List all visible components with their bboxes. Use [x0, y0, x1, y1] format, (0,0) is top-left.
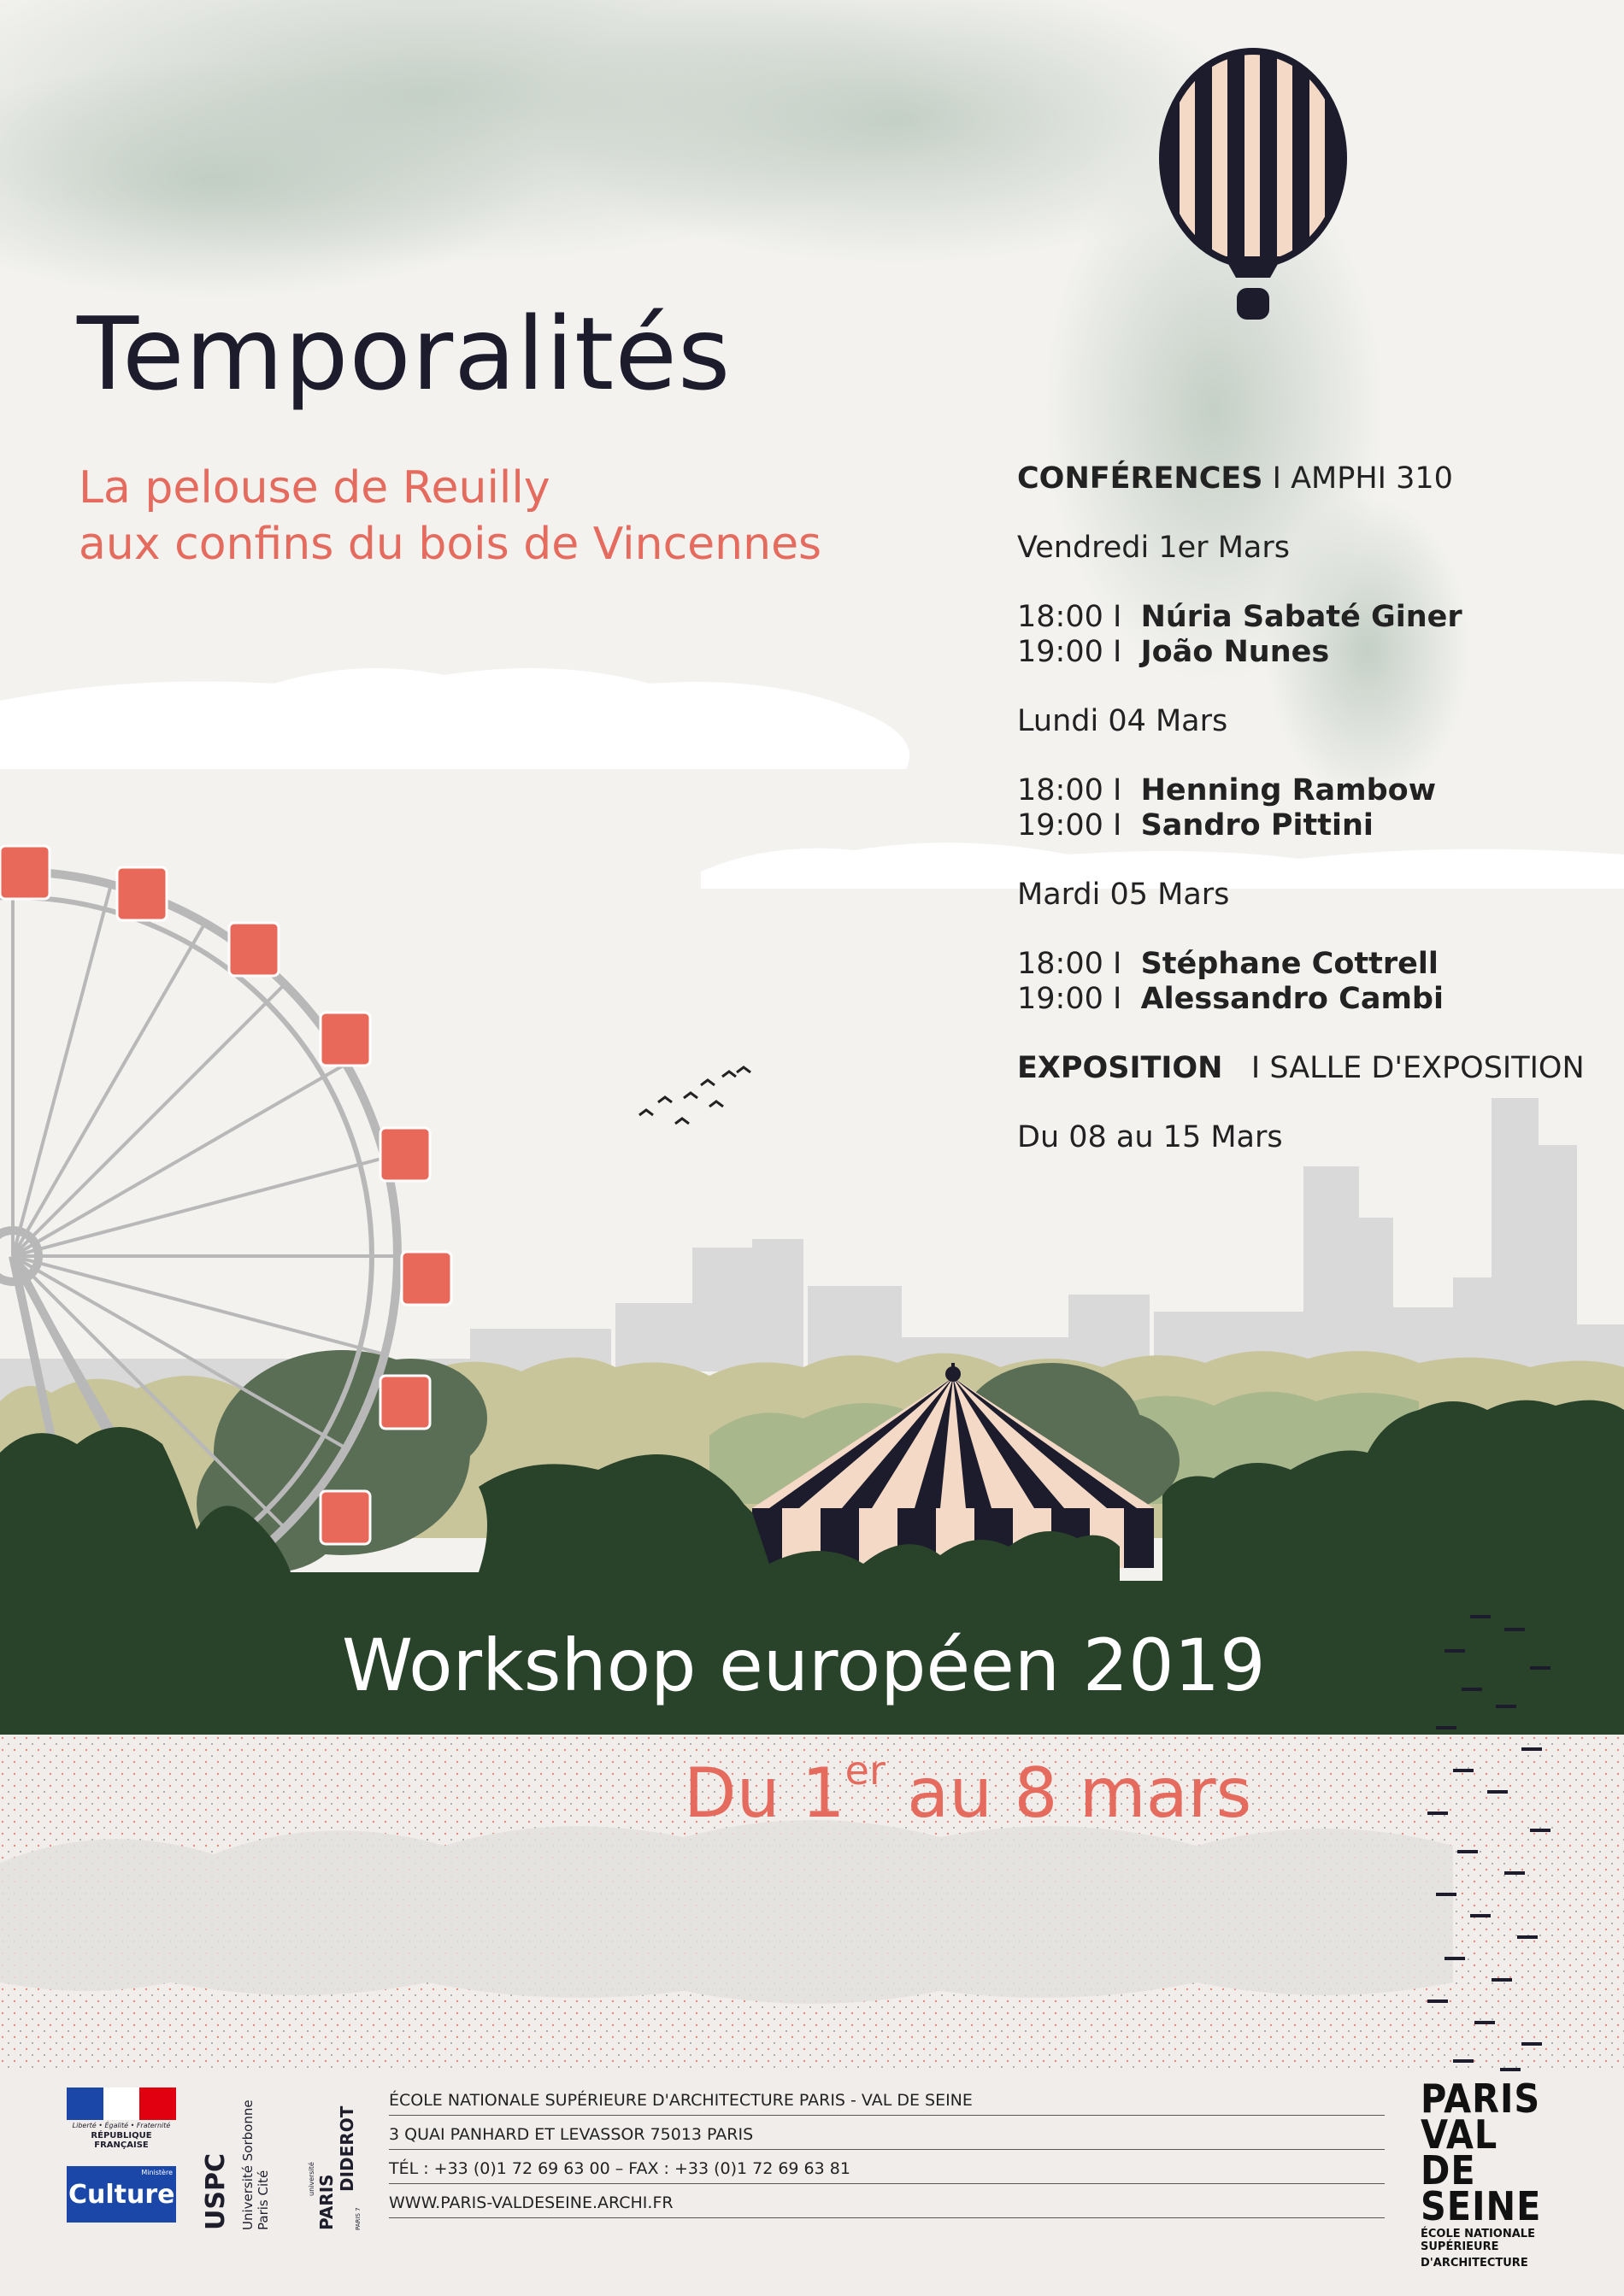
exposition-place: I SALLE D'EXPOSITION: [1250, 1051, 1585, 1085]
talk-row: [1017, 947, 1439, 981]
rf-motto: Liberté • Égalité • Fraternité: [72, 2122, 171, 2129]
birds: [639, 1067, 750, 1124]
talk-speaker: João Nunes: [1140, 635, 1330, 669]
talk-speaker: Sandro Pittini: [1140, 808, 1374, 843]
conferences-label: CONFÉRENCES: [1017, 461, 1263, 496]
psv-line-3: SEINE: [1421, 2183, 1542, 2229]
talk-time: 19:00 I: [1017, 635, 1122, 669]
talk-time: 18:00 I: [1017, 773, 1122, 807]
psv-line-1: PARIS: [1421, 2076, 1541, 2122]
uspc-name-2: Paris Cité: [256, 2170, 271, 2230]
uspc-name-1: Université Sorbonne: [240, 2099, 256, 2230]
talk-time: 19:00 I: [1017, 982, 1122, 1016]
republique-francaise-logo: [67, 2088, 176, 2150]
footer-phone: TÉL : +33 (0)1 72 69 63 00 – FAX : +33 (0)1 72 69 63 81: [389, 2159, 1385, 2184]
workshop-title: Workshop européen 2019: [342, 1624, 1266, 1707]
diderot-name-2: DIDEROT: [337, 2105, 357, 2192]
day-label: Mardi 05 Mars: [1017, 878, 1230, 912]
uspc-logo: [201, 2085, 278, 2230]
exposition-label: EXPOSITION: [1017, 1051, 1223, 1085]
french-flag-icon: [67, 2088, 176, 2120]
talk-time: 19:00 I: [1017, 808, 1122, 843]
diderot-sub: PARIS 7: [355, 2207, 362, 2230]
psv-small-2: D'ARCHITECTURE: [1421, 2257, 1528, 2270]
exposition-heading: [1017, 1051, 1585, 1085]
uspc-mark: USPC: [201, 2153, 231, 2230]
conferences-place: I AMPHI 310: [1262, 461, 1453, 496]
paris-diderot-logo: [308, 2085, 362, 2230]
poster-title: Temporalités: [77, 295, 732, 413]
poster-subtitle: [79, 460, 821, 573]
day-label: Lundi 04 Mars: [1017, 704, 1228, 738]
culture-word: Culture: [68, 2180, 175, 2210]
cloud-band: [0, 668, 909, 769]
talk-speaker: Henning Rambow: [1140, 773, 1437, 807]
rf-name: RÉPUBLIQUE FRANÇAISE: [91, 2131, 152, 2150]
workshop-dates: [684, 1747, 1251, 1833]
dates-prefix: Du 1: [684, 1753, 845, 1833]
paris-val-de-seine-logo: [1421, 2076, 1549, 2270]
talk-time: 18:00 I: [1017, 600, 1122, 634]
talk-speaker: Núria Sabaté Giner: [1140, 600, 1462, 634]
talk-speaker: Alessandro Cambi: [1140, 982, 1444, 1016]
exposition-dates: Du 08 au 15 Mars: [1017, 1120, 1283, 1154]
diderot-name-1: PARIS: [316, 2174, 337, 2230]
talk-row: [1017, 635, 1329, 669]
psv-line-2: VAL DE: [1421, 2111, 1498, 2193]
talk-speaker: Stéphane Cottrell: [1140, 947, 1439, 981]
diderot-univ: université: [308, 2162, 315, 2196]
psv-small-1: ÉCOLE NATIONALE SUPÉRIEURE: [1421, 2228, 1535, 2253]
talk-row: [1017, 982, 1444, 1016]
culture-logo: [67, 2166, 176, 2223]
footer-school: ÉCOLE NATIONALE SUPÉRIEURE D'ARCHITECTURE PARIS - VAL DE SEINE: [389, 2091, 1385, 2116]
talk-row: [1017, 773, 1436, 807]
talk-row: [1017, 808, 1374, 843]
day-label: Vendredi 1er Mars: [1017, 531, 1290, 565]
talk-time: 18:00 I: [1017, 947, 1122, 981]
footer-address: 3 QUAI PANHARD ET LEVASSOR 75013 PARIS: [389, 2125, 1385, 2150]
dates-superscript: er: [844, 1747, 886, 1794]
footer-website[interactable]: WWW.PARIS-VALDESEINE.ARCHI.FR: [389, 2193, 1385, 2218]
subtitle-line: aux confins du bois de Vincennes: [79, 519, 822, 570]
culture-ministere: Ministère: [141, 2169, 173, 2176]
conferences-heading: [1017, 461, 1453, 496]
dates-suffix: au 8 mars: [885, 1753, 1252, 1833]
talk-row: [1017, 600, 1462, 634]
subtitle-line: La pelouse de Reuilly: [79, 462, 550, 514]
